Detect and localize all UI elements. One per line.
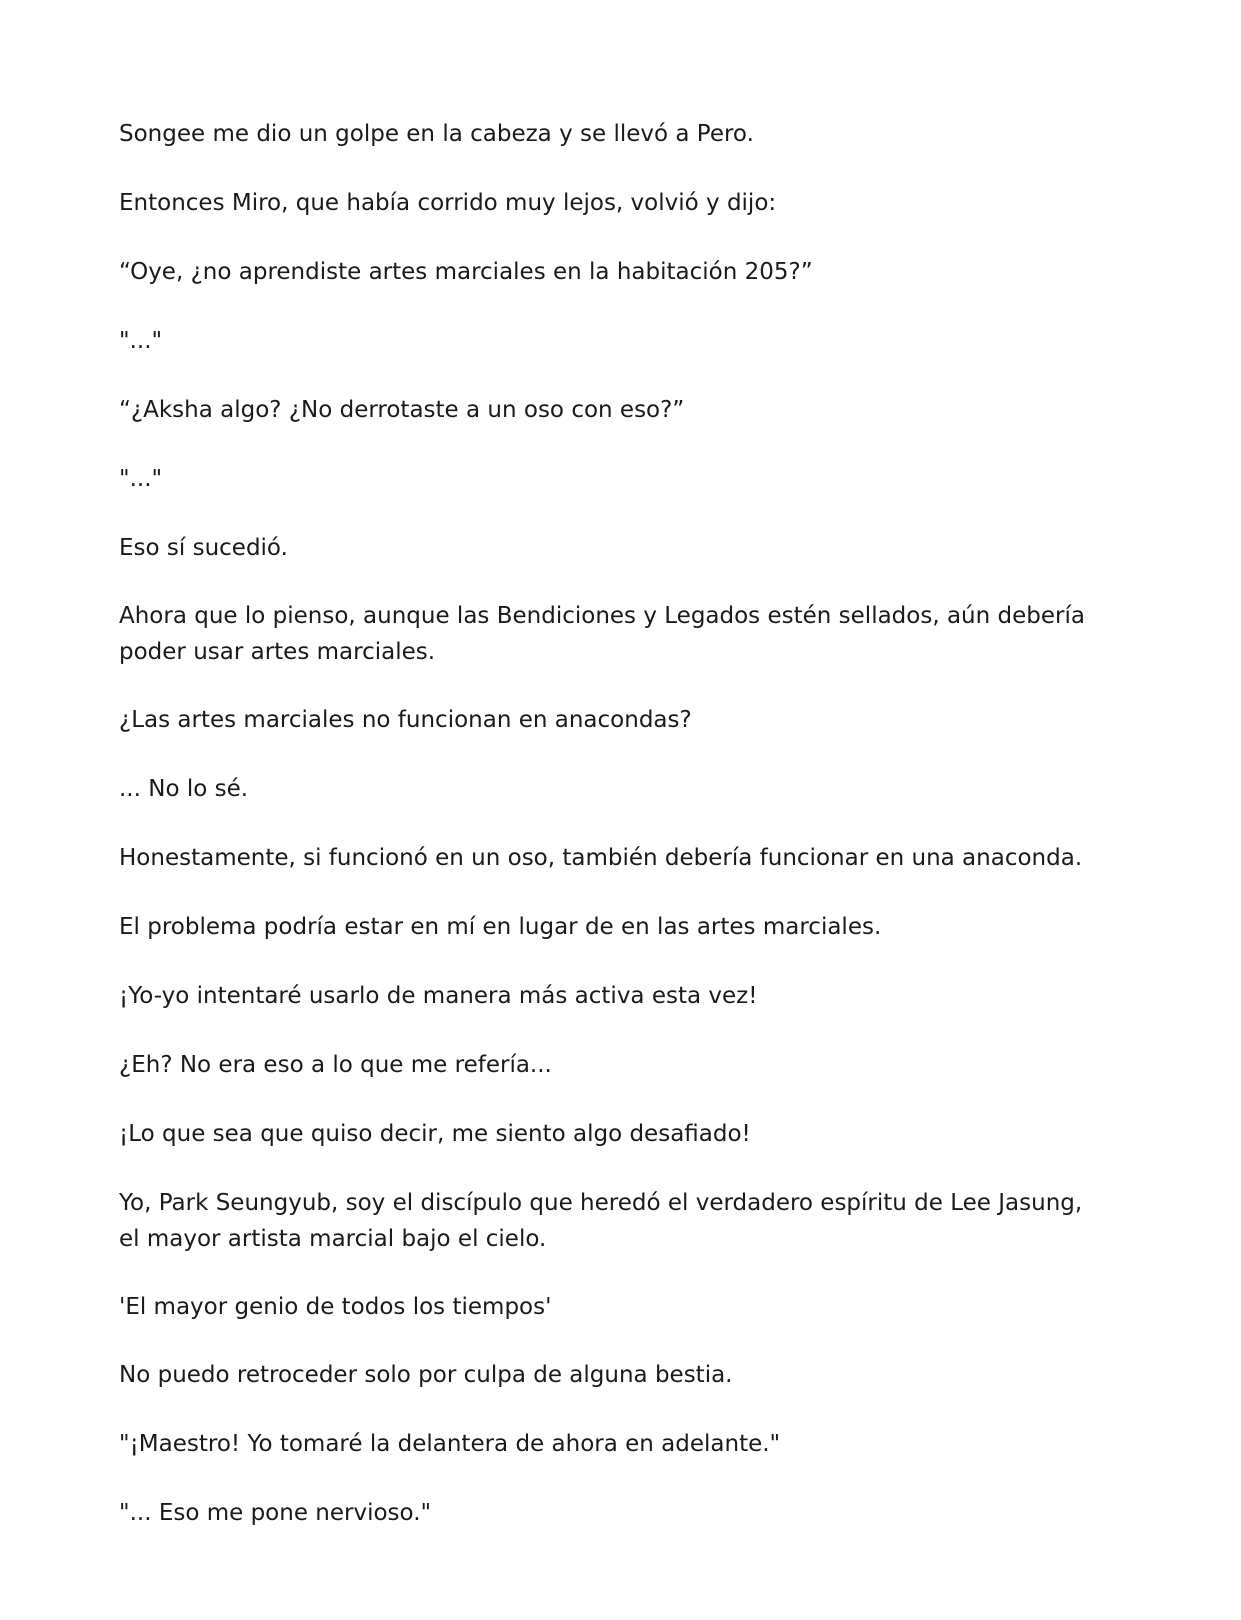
paragraph bbox=[119, 1426, 1129, 1462]
text-line: Yo, Park Seungyub, soy el discípulo que heredó el verdadero espíritu de Lee Jasung, bbox=[119, 1190, 1083, 1216]
paragraph bbox=[119, 1495, 1129, 1531]
text-line: 'El mayor genio de todos los tiempos' bbox=[119, 1294, 552, 1320]
text-line: poder usar artes marciales. bbox=[119, 639, 436, 665]
text-line: "... Eso me pone nervioso." bbox=[119, 1500, 432, 1526]
text-line: ¿Las artes marciales no funcionan en anacondas? bbox=[119, 707, 692, 733]
paragraph bbox=[119, 254, 1129, 290]
paragraph bbox=[119, 771, 1129, 807]
paragraph bbox=[119, 1357, 1129, 1393]
paragraph bbox=[119, 1116, 1129, 1152]
text-line: "..." bbox=[119, 466, 163, 492]
paragraph bbox=[119, 116, 1129, 152]
text-line: Honestamente, si funcionó en un oso, también debería funcionar en una anaconda. bbox=[119, 845, 1083, 871]
paragraph bbox=[119, 1289, 1129, 1325]
text-line: Songee me dio un golpe en la cabeza y se llevó a Pero. bbox=[119, 121, 754, 147]
text-line: “¿Aksha algo? ¿No derrotaste a un oso con eso?” bbox=[119, 397, 685, 423]
text-line: ¿Eh? No era eso a lo que me refería... bbox=[119, 1052, 552, 1078]
text-line: ¡Yo-yo intentaré usarlo de manera más activa esta vez! bbox=[119, 983, 758, 1009]
text-line: "..." bbox=[119, 328, 163, 354]
paragraph bbox=[119, 702, 1129, 738]
paragraph bbox=[119, 840, 1129, 876]
paragraph bbox=[119, 1047, 1129, 1083]
paragraph bbox=[119, 530, 1129, 566]
paragraph bbox=[119, 909, 1129, 945]
text-line: Entonces Miro, que había corrido muy lejos, volvió y dijo: bbox=[119, 190, 777, 216]
text-line: el mayor artista marcial bajo el cielo. bbox=[119, 1226, 547, 1252]
text-line: ... No lo sé. bbox=[119, 776, 249, 802]
paragraph bbox=[119, 1185, 1129, 1257]
paragraph bbox=[119, 598, 1129, 670]
text-line: Ahora que lo pienso, aunque las Bendiciones y Legados estén sellados, aún debería bbox=[119, 603, 1085, 629]
text-line: "¡Maestro! Yo tomaré la delantera de ahora en adelante." bbox=[119, 1431, 781, 1457]
text-line: El problema podría estar en mí en lugar de en las artes marciales. bbox=[119, 914, 882, 940]
text-line: No puedo retroceder solo por culpa de alguna bestia. bbox=[119, 1362, 733, 1388]
text-line: Eso sí sucedió. bbox=[119, 535, 288, 561]
paragraph bbox=[119, 978, 1129, 1014]
text-line: ¡Lo que sea que quiso decir, me siento algo desafiado! bbox=[119, 1121, 751, 1147]
paragraph bbox=[119, 392, 1129, 428]
text-line: “Oye, ¿no aprendiste artes marciales en la habitación 205?” bbox=[119, 259, 813, 285]
paragraph bbox=[119, 185, 1129, 221]
paragraph bbox=[119, 323, 1129, 359]
paragraph bbox=[119, 461, 1129, 497]
